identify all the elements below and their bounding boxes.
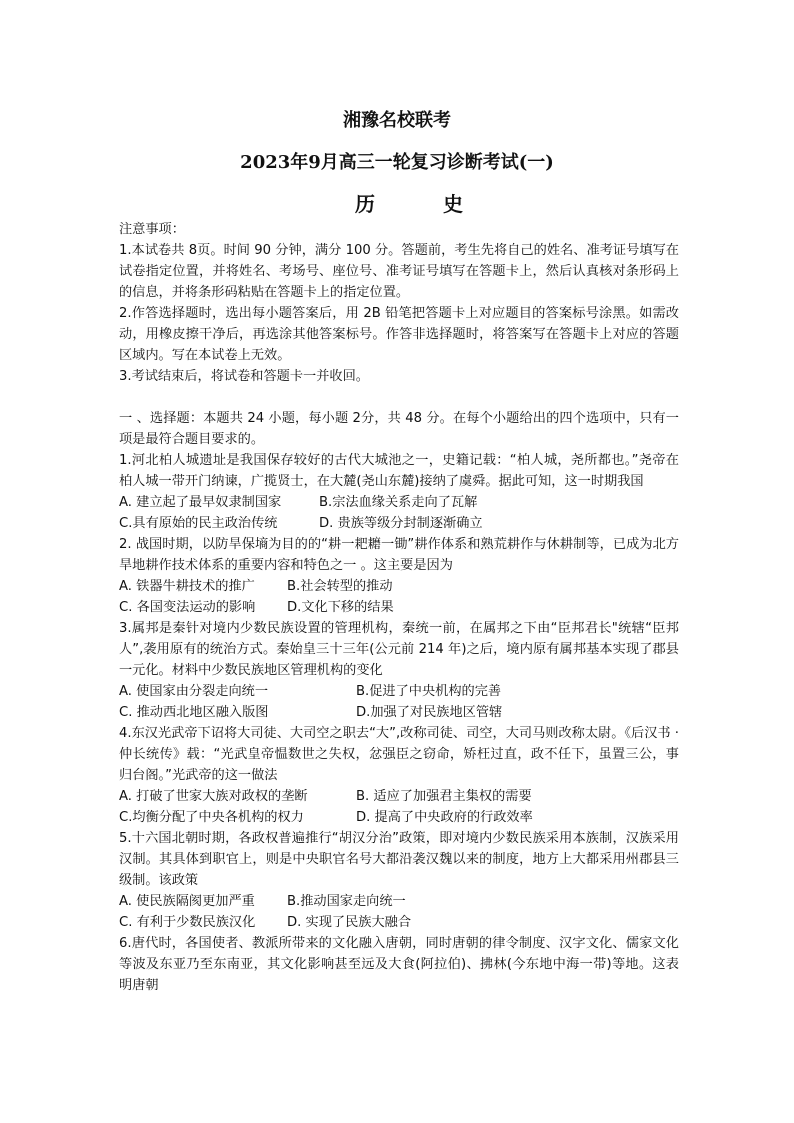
question-stem: 2. 战国时期，以防旱保墒为目的的“耕一耙耱一锄”耕作体系和熟荒耕作与休耕制等，已成为北方旱地耕作技术体系的重要内容和特色之一 。这主要是因为 xyxy=(119,537,679,573)
option-a: A. 打破了世家大族对政权的垄断 xyxy=(119,789,308,804)
option-c: C. 各国变法运动的影响 xyxy=(119,600,256,615)
question-stem: 4.东汉光武帝下诏将大司徒、大司空之职去“大”,改称司徒、司空，大司马则改称太尉。《后汉书 ·仲长统传》载：“光武皇帝愠数世之失权，忿强臣之窃命，矫枉过直，政不任下，虽置三公，事归台阁。”光武帝的这一做法 xyxy=(119,726,679,783)
option-a: A. 使民族隔阂更加严重 xyxy=(119,894,255,909)
section-intro: 一 、选择题：本题共 24 小题，每小题 2分，共 48 分。在每个小题给出的四个选项中，只有一项是最符合题目要求的。 xyxy=(119,411,679,447)
option-row xyxy=(119,597,679,618)
option-a: A. 使国家由分裂走向统一 xyxy=(119,684,269,699)
option-b: B.推动国家走向统一 xyxy=(287,894,406,909)
school-title: 湘豫名校联考 xyxy=(343,110,451,131)
option-a: A. 铁器牛耕技术的推广 xyxy=(119,579,255,594)
question-stem: 1.河北柏人城遗址是我国保存较好的古代大城池之一，史籍记载：“柏人城，尧所都也。”尧帝在柏人城一带开门纳谏，广揽贤士，在大麓(尧山东麓)接纳了虞舜。据此可知，这一时期我国 xyxy=(119,453,679,489)
note-item: 2.作答选择题时，选出每小题答案后，用 2B 铅笔把答题卡上对应题目的答案标号涂黑。如需改动，用橡皮擦干净后，再选涂其他答案标号。作答非选择题时，将答案写在答题卡上对应的答题区域内。写在本试卷上无效。 xyxy=(119,306,679,363)
option-row xyxy=(119,807,679,828)
option-row xyxy=(119,702,679,723)
question-stem: 6.唐代时，各国使者、教派所带来的文化融入唐朝，同时唐朝的律令制度、汉字文化、儒家文化等波及东亚乃至东南亚，其文化影响甚至远及大食(阿拉伯)、拂林(今东地中海一带)等地。这表明唐朝 xyxy=(119,936,679,993)
subject-title: 历 史 xyxy=(355,192,487,216)
question-stem: 5.十六国北朝时期，各政权普遍推行“胡汉分治”政策，即对境内少数民族采用本族制，汉族采用汉制。其具体到职官上，则是中央职官名号大都沿袭汉魏以来的制度，地方上大都采用州郡县三级制。该政策 xyxy=(119,831,679,888)
option-row xyxy=(119,513,679,534)
question-stem: 3.属邦是秦针对境内少数民族设置的管理机构，秦统一前，在属邦之下由“臣邦君长"统辖“臣邦人”,袭用原有的统治方式。秦始皇三十三年(公元前 214 年)之后，境内原有属邦基本实现了郡县一元化。材料中少数民族地区管理机构的变化 xyxy=(119,621,679,678)
option-b: B.促进了中央机构的完善 xyxy=(356,684,502,699)
option-d: D. 实现了民族大融合 xyxy=(287,915,412,930)
option-b: B.社会转型的推动 xyxy=(287,579,393,594)
option-c: C.均衡分配了中央各机构的权力 xyxy=(119,810,304,825)
notes-heading: 注意事项： xyxy=(119,222,185,237)
option-c: C.具有原始的民主政治传统 xyxy=(119,516,278,531)
option-row xyxy=(119,891,679,912)
exam-body xyxy=(119,219,679,996)
option-d: D.文化下移的结果 xyxy=(287,600,394,615)
option-row xyxy=(119,492,679,513)
option-b: B.宗法血缘关系走向了瓦解 xyxy=(319,495,478,510)
option-row xyxy=(119,576,679,597)
note-item: 3.考试结束后，将试卷和答题卡一并收回。 xyxy=(119,369,369,384)
option-c: C. 推动西北地区融入版图 xyxy=(119,705,269,720)
option-b: B. 适应了加强君主集权的需要 xyxy=(356,789,532,804)
option-row xyxy=(119,786,679,807)
exam-title: 2023年9月高三一轮复习诊断考试(一) xyxy=(240,152,554,173)
option-row xyxy=(119,681,679,702)
option-a: A. 建立起了最早奴隶制国家 xyxy=(119,495,282,510)
spacer xyxy=(119,387,679,408)
option-d: D. 贵族等级分封制逐渐确立 xyxy=(319,516,483,531)
note-item: 1.本试卷共 8页。时间 90 分钟，满分 100 分。答题前，考生先将自己的姓名、准考证号填写在试卷指定位置，并将姓名、考场号、座位号、准考证号填写在答题卡上，然后认真核对条形码上的信息，并将条形码粘贴在答题卡上的指定位置。 xyxy=(119,243,679,300)
option-c: C. 有利于少数民族汉化 xyxy=(119,915,256,930)
option-d: D. 提高了中央政府的行政效率 xyxy=(356,810,533,825)
option-d: D.加强了对民族地区管辖 xyxy=(356,705,503,720)
option-row xyxy=(119,912,679,933)
